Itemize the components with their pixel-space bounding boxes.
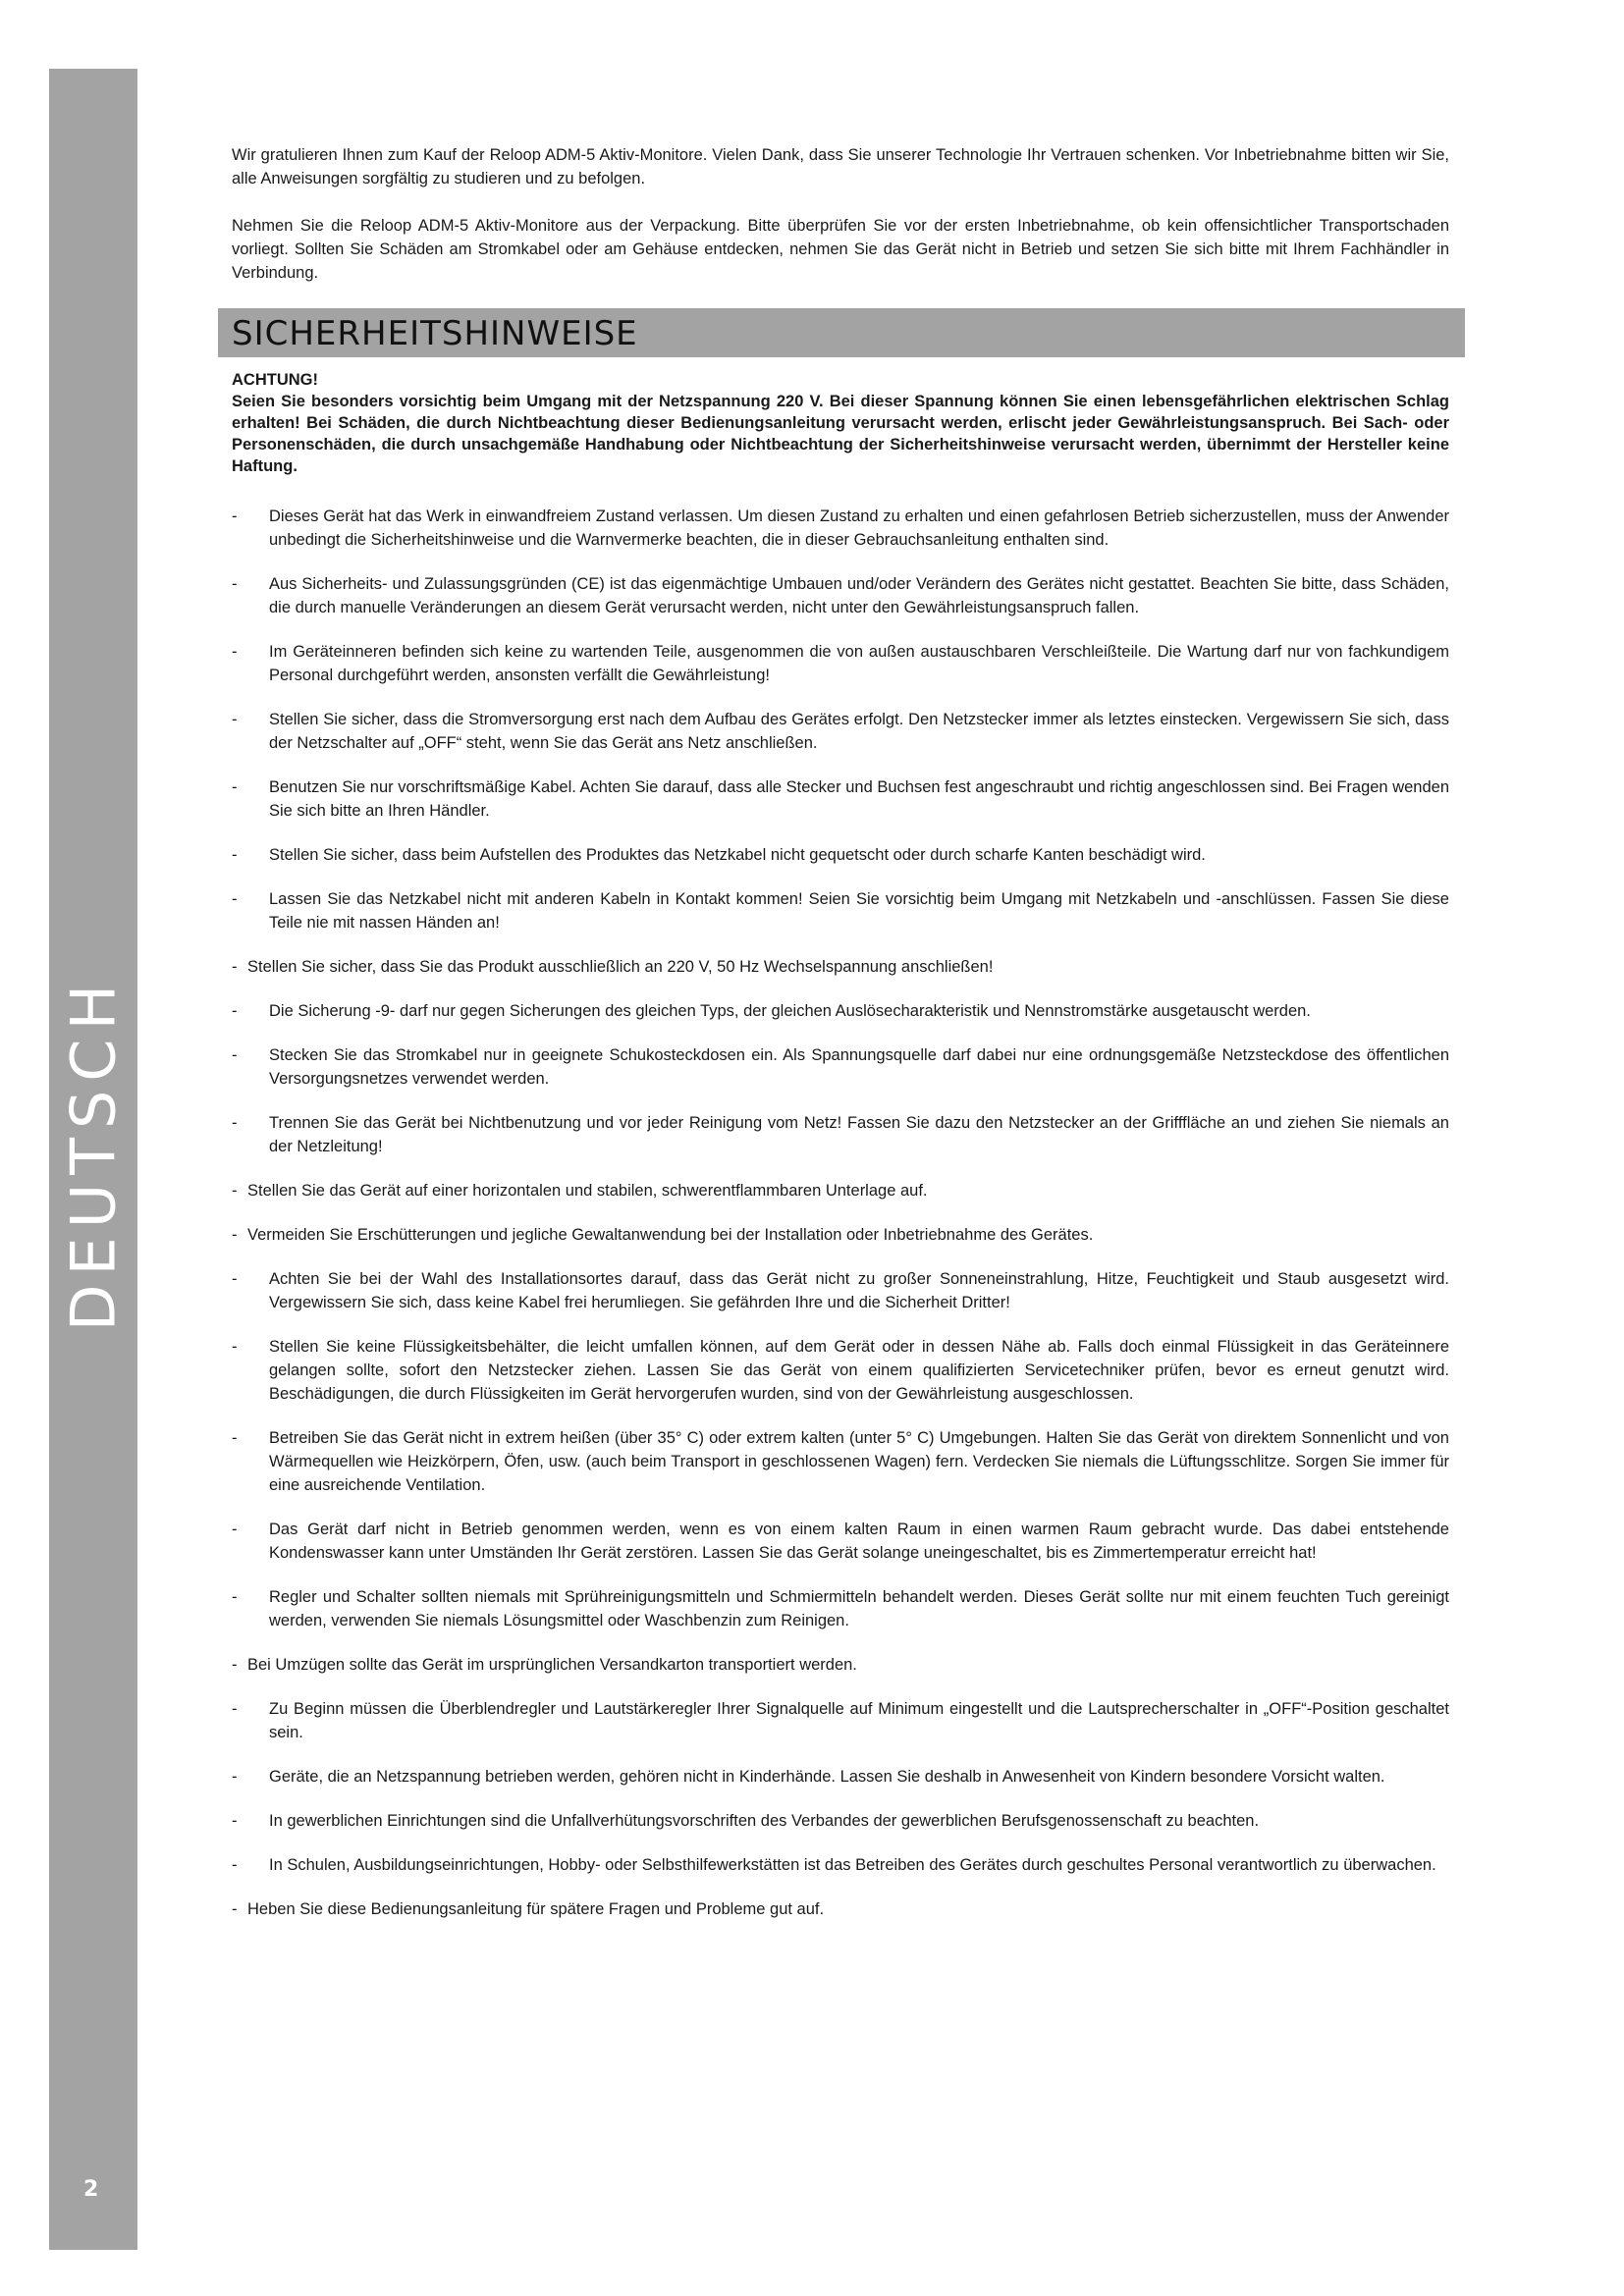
language-label: DEUTSCH [57, 975, 130, 1332]
list-item [232, 1223, 1449, 1247]
dash-marker: - [232, 711, 238, 728]
list-item [232, 1897, 1449, 1921]
dash-marker: - [232, 1429, 238, 1447]
dash-marker: - [232, 890, 238, 908]
dash-marker: - [232, 1656, 238, 1674]
list-item-text: Stellen Sie das Gerät auf einer horizontalen und stabilen, schwerentflammbaren Unterlage auf. [247, 1182, 928, 1200]
page-number: 2 [83, 2177, 99, 2202]
list-item [232, 1765, 1449, 1789]
list-item [232, 1335, 1449, 1406]
dash-marker: - [232, 1002, 238, 1020]
list-item [232, 1267, 1449, 1314]
list-item [232, 843, 1449, 867]
list-item [232, 1043, 1449, 1091]
list-item [232, 955, 1449, 979]
warning-text: Seien Sie besonders vorsichtig beim Umgang mit der Netzspannung 220 V. Bei dieser Spannung können Sie einen lebensgefährlichen elektrischen Schlag erhalten! Bei Schäden, die durch Nichtbeachtung dieser Bedienungsanleitung verursacht werden, erlischt jeder Gewährleistungsanspruch. Bei Sach- oder Personenschäden, die durch unsachgemäße Handhabung oder Nichtbeachtung der Sicherheitshinweise verursacht werden, übernimmt der Hersteller keine Haftung. [232, 393, 1449, 475]
list-item [232, 775, 1449, 823]
dash-marker: - [232, 1114, 238, 1132]
list-item-text: Stecken Sie das Stromkabel nur in geeignete Schukosteckdosen ein. Als Spannungsquelle darf dabei nur eine ordnungsgemäße Netzsteckdose des öffentlichen Versorgungsnetzes verwendet werden. [269, 1046, 1449, 1088]
list-item [232, 1653, 1449, 1677]
list-item [232, 640, 1449, 687]
list-item-text: Geräte, die an Netzspannung betrieben werden, gehören nicht in Kinderhände. Lassen Sie deshalb in Anwesenheit von Kindern besondere Vorsicht walten. [269, 1768, 1385, 1786]
list-item-text: Lassen Sie das Netzkabel nicht mit anderen Kabeln in Kontakt kommen! Seien Sie vorsichtig beim Umgang mit Netzkabeln und -anschlüssen. Fassen Sie diese Teile nie mit nassen Händen an! [269, 890, 1449, 932]
list-item-text: Betreiben Sie das Gerät nicht in extrem heißen (über 35° C) oder extrem kalten (unter 5° C) Umgebungen. Halten Sie das Gerät von direktem Sonnenlicht und von Wärmequellen wie Heizkörpern, Öfen, usw. (auch beim Transport in geschlossenen Wagen) fern. Verdecken Sie niemals die Lüftungsschlitze. Sorgen Sie immer für eine ausreichende Ventilation. [269, 1429, 1449, 1494]
section-title: SICHERHEITSHINWEISE [232, 314, 638, 353]
dash-marker: - [232, 1900, 238, 1918]
list-item-text: Aus Sicherheits- und Zulassungsgründen (CE) ist das eigenmächtige Umbauen und/oder Verändern des Gerätes nicht gestattet. Beachten Sie bitte, dass Schäden, die durch manuelle Veränderungen an diesem Gerät verursacht werden, nicht unter den Gewährleistungsanspruch fallen. [269, 575, 1449, 616]
list-item-text: Dieses Gerät hat das Werk in einwandfreiem Zustand verlassen. Um diesen Zustand zu erhalten und einen gefahrlosen Betrieb sicherzustellen, muss der Anwender unbedingt die Sicherheitshinweise und die Warnvermerke beachten, die in dieser Gebrauchsanleitung enthalten sind. [269, 507, 1449, 549]
dash-marker: - [232, 778, 238, 796]
dash-marker: - [232, 1270, 238, 1288]
intro-paragraph: Wir gratulieren Ihnen zum Kauf der Reloop ADM-5 Aktiv-Monitore. Vielen Dank, dass Sie unserer Technologie Ihr Vertrauen schenken. Vor Inbetriebnahme bitten wir Sie, alle Anweisungen sorgfältig zu studieren und zu befolgen. [232, 146, 1449, 187]
list-item [232, 505, 1449, 552]
main-content [232, 143, 1449, 1942]
list-item-text: Stellen Sie keine Flüssigkeitsbehälter, die leicht umfallen können, auf dem Gerät oder in dessen Nähe ab. Falls doch einmal Flüssigkeit in das Geräteinnere gelangen sollte, sofort den Netzstecker ziehen. Lassen Sie das Gerät von einem qualifizierten Servicetechniker prüfen, bevor es erneut genutzt wird. Beschädigungen, die durch Flüssigkeiten im Gerät hervorgerufen wurden, sind von der Gewährleistung ausgeschlossen. [269, 1338, 1449, 1403]
list-item [232, 572, 1449, 619]
dash-marker: - [232, 1046, 238, 1064]
list-item [232, 887, 1449, 934]
list-item-text: Bei Umzügen sollte das Gerät im ursprünglichen Versandkarton transportiert werden. [247, 1656, 857, 1674]
list-item [232, 1697, 1449, 1744]
list-item-text: Trennen Sie das Gerät bei Nichtbenutzung und vor jeder Reinigung vom Netz! Fassen Sie dazu den Netzstecker an der Grifffläche an und ziehen Sie niemals an der Netzleitung! [269, 1114, 1449, 1155]
warning-heading: ACHTUNG! [232, 371, 318, 389]
list-item [232, 999, 1449, 1023]
list-item-text: Die Sicherung -9- darf nur gegen Sicherungen des gleichen Typs, der gleichen Auslösecharakteristik und Nennstromstärke ausgetauscht werden. [269, 1002, 1311, 1020]
warning-block [232, 369, 1449, 477]
dash-marker: - [232, 1182, 238, 1200]
list-item-text: In gewerblichen Einrichtungen sind die Unfallverhütungsvorschriften des Verbandes der gewerblichen Berufsgenossenschaft zu beachten. [269, 1812, 1260, 1830]
dash-marker: - [232, 846, 238, 864]
list-item-text: Vermeiden Sie Erschütterungen und jegliche Gewaltanwendung bei der Installation oder Inbetriebnahme des Gerätes. [247, 1226, 1094, 1244]
dash-marker: - [232, 643, 238, 661]
list-item-text: Im Geräteinneren befinden sich keine zu wartenden Teile, ausgenommen die von außen austauschbaren Verschleißteile. Die Wartung darf nur von fachkundigem Personal durchgeführt werden, ansonsten verfällt die Gewährleistung! [269, 643, 1449, 684]
dash-marker: - [232, 1856, 238, 1874]
dash-marker: - [232, 1768, 238, 1786]
list-item [232, 1111, 1449, 1158]
list-item [232, 1809, 1449, 1833]
intro-paragraph: Nehmen Sie die Reloop ADM-5 Aktiv-Monitore aus der Verpackung. Bitte überprüfen Sie vor der ersten Inbetriebnahme, ob kein offensichtlicher Transportschaden vorliegt. Sollten Sie Schäden am Stromkabel oder am Gehäuse entdecken, nehmen Sie das Gerät nicht in Betrieb und setzen Sie sich bitte mit Ihrem Fachhändler in Verbindung. [232, 217, 1449, 282]
list-item-text: Stellen Sie sicher, dass die Stromversorgung erst nach dem Aufbau des Gerätes erfolgt. Den Netzstecker immer als letztes einstecken. Vergewissern Sie sich, dass der Netzschalter auf „OFF“ steht, wenn Sie das Gerät ans Netz anschließen. [269, 711, 1449, 752]
list-item-text: Das Gerät darf nicht in Betrieb genommen werden, wenn es von einem kalten Raum in einen warmen Raum gebracht wurde. Das dabei entstehende Kondenswasser kann unter Umständen Ihr Gerät zerstören. Lassen Sie das Gerät solange uneingeschaltet, bis es Zimmertemperatur erreicht hat! [269, 1521, 1449, 1562]
section-header [218, 308, 1465, 357]
list-item-text: Zu Beginn müssen die Überblendregler und Lautstärkeregler Ihrer Signalquelle auf Minimum eingestellt und die Lautsprecherschalter in „OFF“-Position geschaltet sein. [269, 1700, 1449, 1741]
list-item [232, 1179, 1449, 1202]
dash-marker: - [232, 507, 238, 525]
list-item [232, 1585, 1449, 1632]
intro [232, 143, 1449, 285]
list-item-text: Regler und Schalter sollten niemals mit Sprühreinigungsmitteln und Schmiermitteln behandelt werden. Dieses Gerät sollte nur mit einem feuchten Tuch gereinigt werden, verwenden Sie niemals Lösungsmittel oder Waschbenzin zum Reinigen. [269, 1588, 1449, 1629]
safety-list [232, 505, 1449, 1921]
list-item-text: Heben Sie diese Bedienungsanleitung für spätere Fragen und Probleme gut auf. [247, 1900, 825, 1918]
list-item [232, 708, 1449, 755]
list-item [232, 1518, 1449, 1565]
list-item-text: Achten Sie bei der Wahl des Installationsortes darauf, dass das Gerät nicht zu großer Sonneneinstrahlung, Hitze, Feuchtigkeit und Staub ausgesetzt wird. Vergewissern Sie sich, dass keine Kabel frei herumliegen. Sie gefährden Ihre und die Sicherheit Dritter! [269, 1270, 1449, 1311]
dash-marker: - [232, 1812, 238, 1830]
dash-marker: - [232, 1700, 238, 1718]
dash-marker: - [232, 958, 238, 976]
dash-marker: - [232, 1226, 238, 1244]
list-item [232, 1853, 1449, 1877]
dash-marker: - [232, 1338, 238, 1356]
list-item-text: Benutzen Sie nur vorschriftsmäßige Kabel. Achten Sie darauf, dass alle Stecker und Buchsen fest angeschraubt und richtig angeschlossen sind. Bei Fragen wenden Sie sich bitte an Ihren Händler. [269, 778, 1449, 820]
dash-marker: - [232, 1521, 238, 1538]
dash-marker: - [232, 575, 238, 593]
list-item-text: Stellen Sie sicher, dass beim Aufstellen des Produktes das Netzkabel nicht gequetscht oder durch scharfe Kanten beschädigt wird. [269, 846, 1206, 864]
dash-marker: - [232, 1588, 238, 1606]
list-item-text: In Schulen, Ausbildungseinrichtungen, Hobby- oder Selbsthilfewerkstätten ist das Betreiben des Gerätes durch geschultes Personal verantwortlich zu überwachen. [269, 1856, 1436, 1874]
list-item-text: Stellen Sie sicher, dass Sie das Produkt ausschließlich an 220 V, 50 Hz Wechselspannung anschließen! [247, 958, 994, 976]
list-item [232, 1426, 1449, 1497]
